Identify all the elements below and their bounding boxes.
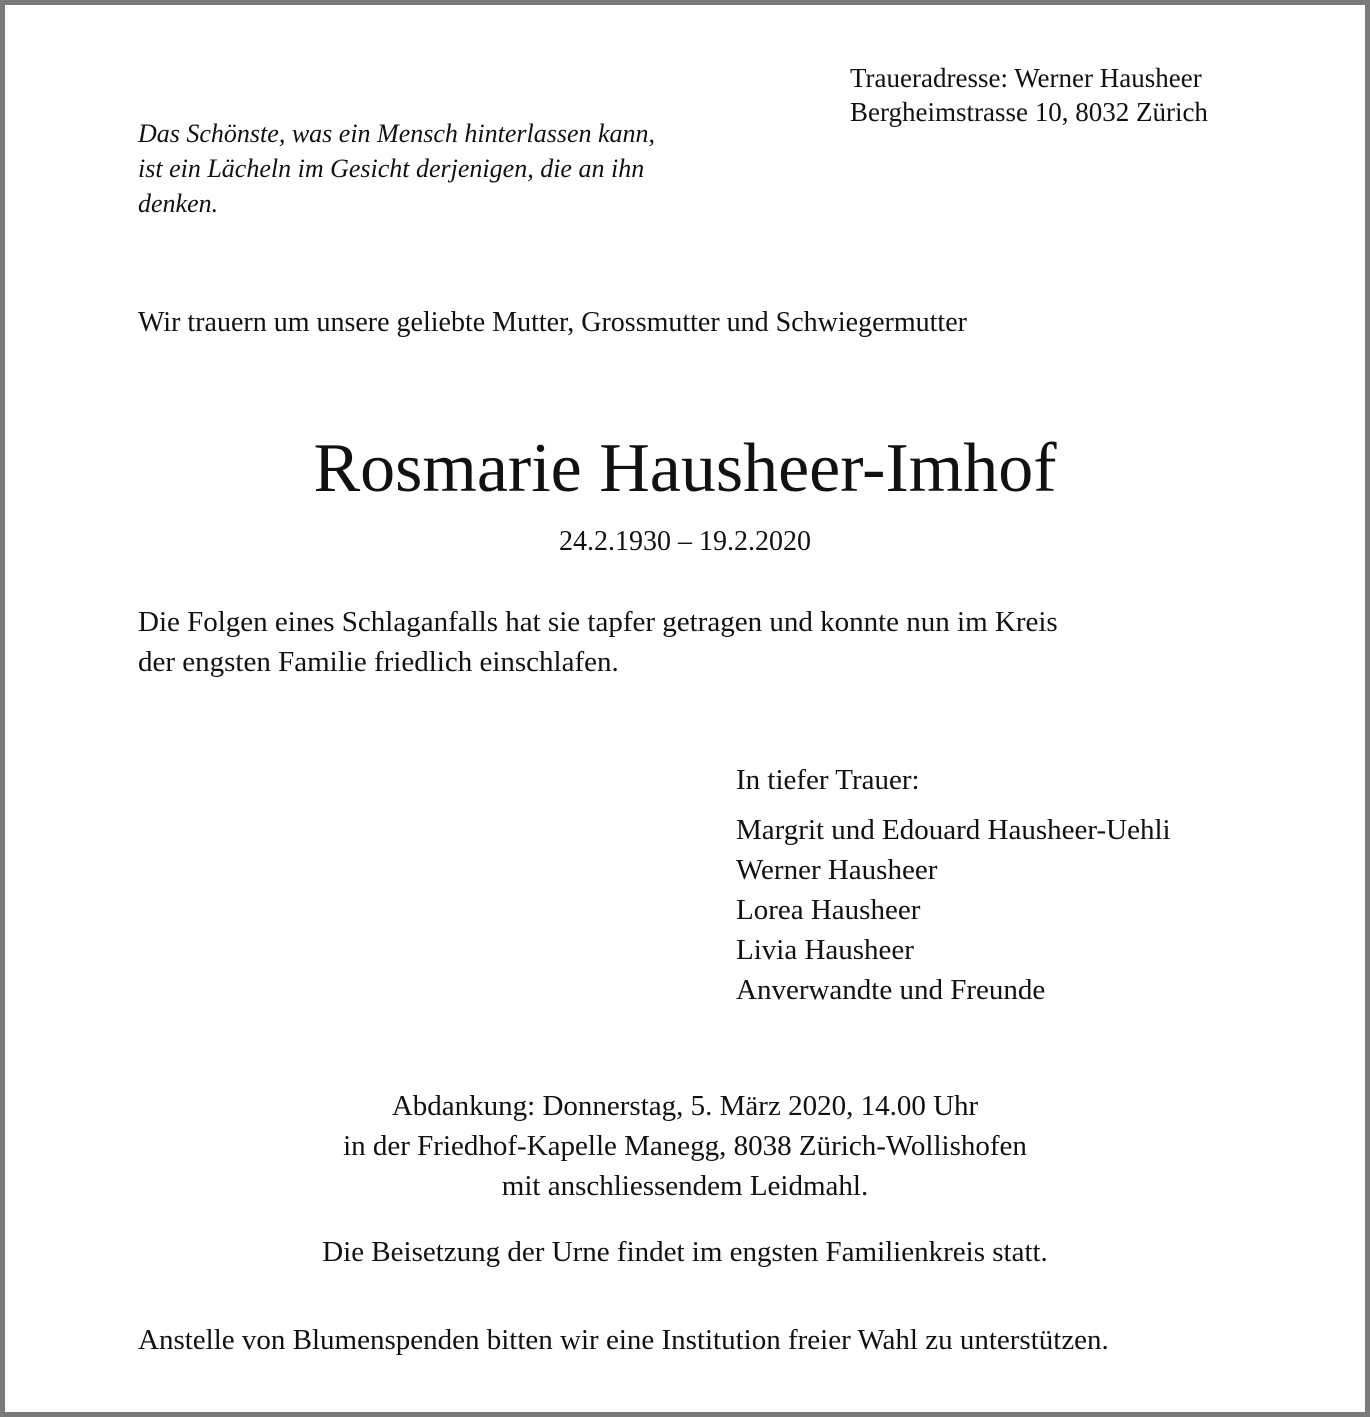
address-line: Traueradresse: Werner Hausheer — [850, 63, 1202, 93]
quote-line: ist ein Lächeln im Gesicht derjenigen, die an ihn — [138, 154, 645, 183]
passing-line: Die Folgen eines Schlaganfalls hat sie tapfer getragen und konnte nun im Kreis — [138, 606, 1058, 638]
mourner-name: Werner Hausheer — [736, 854, 938, 886]
quote-line: denken. — [138, 189, 219, 218]
passing-line: der engsten Familie friedlich einschlafen. — [138, 646, 619, 678]
mourners-list — [736, 810, 1316, 1010]
mourner-name: Livia Hausheer — [736, 934, 914, 966]
donation-request: Anstelle von Blumenspenden bitten wir eine Institution freier Wahl zu unterstützen. — [138, 1324, 1109, 1356]
ceremony-info — [0, 1086, 1370, 1206]
quote-line: Das Schönste, was ein Mensch hinterlassen kann, — [138, 119, 656, 148]
burial-info: Die Beisetzung der Urne findet im engsten Familienkreis statt. — [322, 1236, 1048, 1268]
ceremony-line: mit anschliessendem Leidmahl. — [501, 1170, 869, 1202]
mourning-label: In tiefer Trauer: — [736, 764, 920, 796]
life-dates: 24.2.1930 – 19.2.2020 — [559, 526, 811, 557]
mourner-name: Anverwandte und Freunde — [736, 974, 1046, 1006]
mourning-address — [850, 61, 1270, 129]
address-line: Bergheimstrasse 10, 8032 Zürich — [850, 97, 1208, 127]
intro-text: Wir trauern um unsere geliebte Mutter, Grossmutter und Schwiegermutter — [138, 307, 967, 338]
ceremony-line: in der Friedhof-Kapelle Manegg, 8038 Zürich-Wollishofen — [343, 1130, 1027, 1162]
deceased-name: Rosmarie Hausheer-Imhof — [313, 430, 1057, 507]
mourner-name: Lorea Hausheer — [736, 894, 921, 926]
passing-text — [138, 602, 1258, 682]
memorial-quote — [138, 116, 738, 221]
mourner-name: Margrit und Edouard Hausheer-Uehli — [736, 814, 1171, 846]
ceremony-line: Abdankung: Donnerstag, 5. März 2020, 14.00 Uhr — [391, 1090, 979, 1122]
